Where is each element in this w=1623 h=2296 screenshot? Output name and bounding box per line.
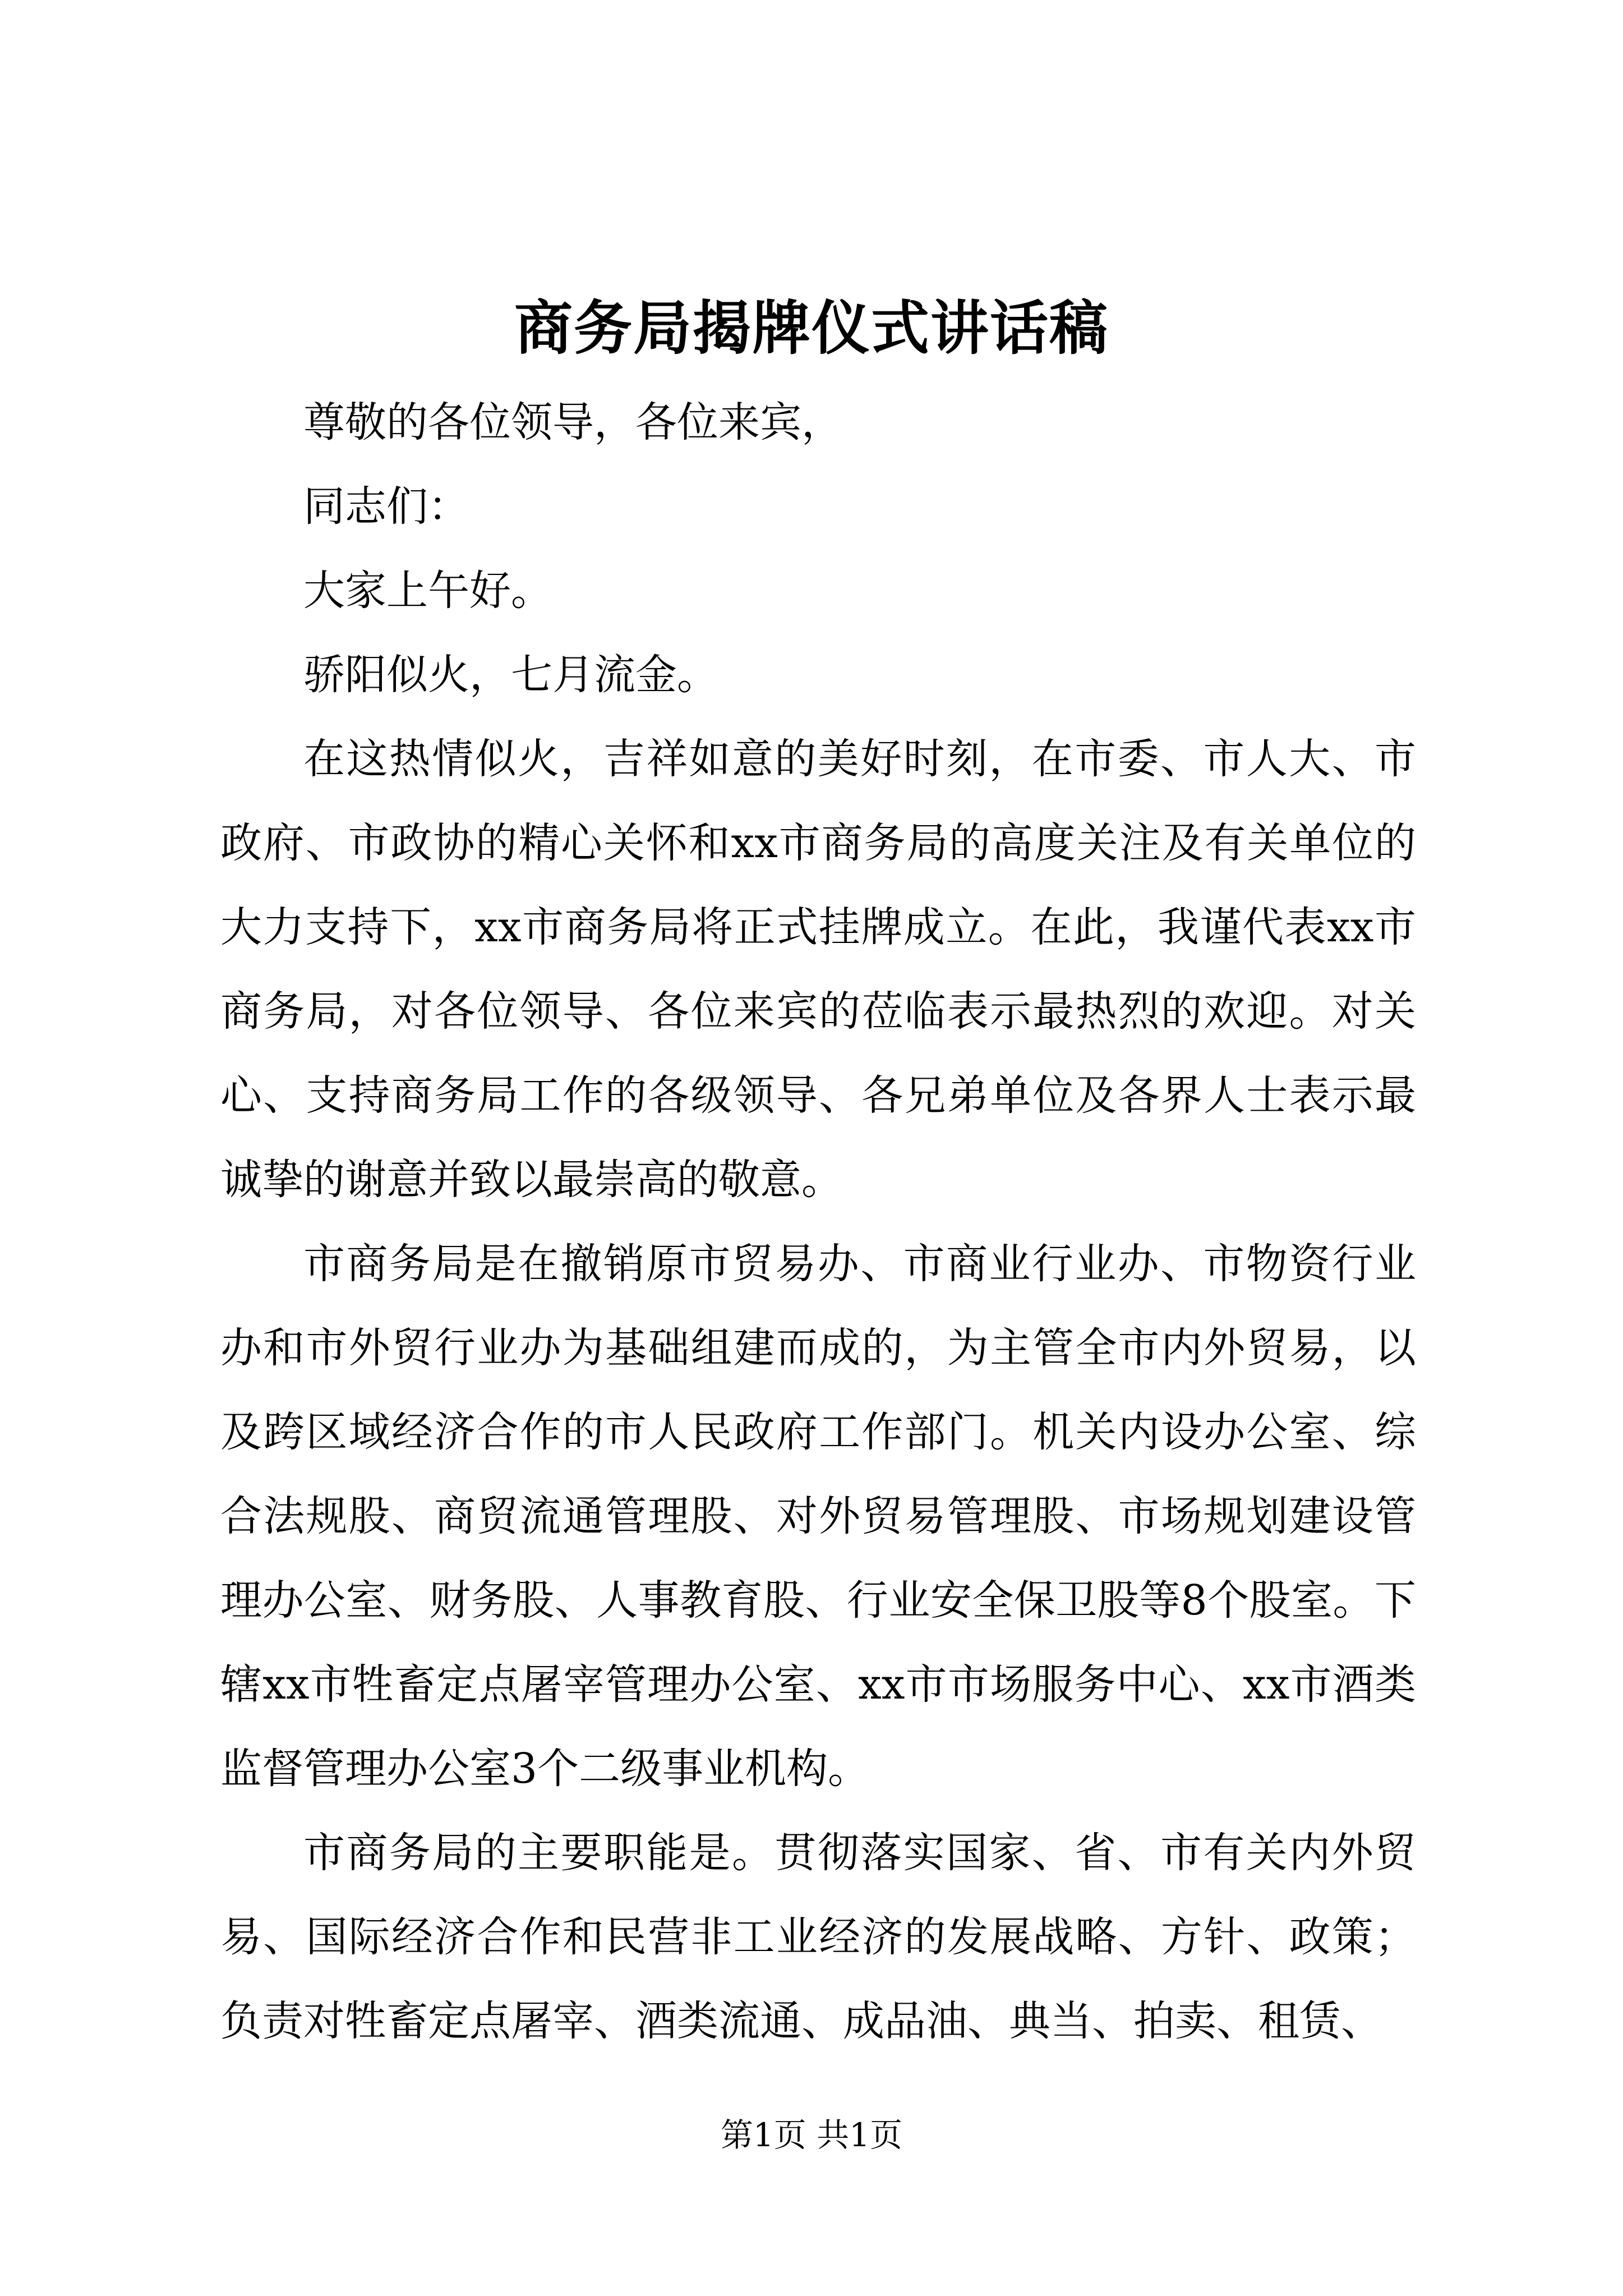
salutation-paragraph: 尊敬的各位领导，各位来宾， — [303, 398, 843, 447]
welcome-paragraph: 在这热情似火，吉祥如意的美好时刻，在市委、市人大、市政府、市政协的精心关怀和xx市商务局的高度关注及有关单位的大力支持下，xx市商务局将正式挂牌成立。在此，我谨代表xx市商务局，对各位领导、各位来宾的莅临表示最热烈的欢迎。对关心、支持商务局工作的各级领导、各兄弟单位及各界人士表示最诚挚的谢意并致以最崇高的敬意。 — [220, 735, 1416, 1204]
opening-line-paragraph: 骄阳似火，七月流金。 — [303, 651, 718, 699]
document-title: 商务局揭牌仪式讲话稿 — [514, 293, 1109, 362]
document-body — [220, 380, 1416, 2063]
bureau-structure-paragraph: 市商务局是在撤销原市贸易办、市商业行业办、市物资行业办和市外贸行业办为基础组建而成的，为主管全市内外贸易，以及跨区域经济合作的市人民政府工作部门。机关内设办公室、综合法规股、商贸流通管理股、对外贸易管理股、市场规划建设管理办公室、财务股、人事教育股、行业安全保卫股等8个股室。下辖xx市牲畜定点屠宰管理办公室、xx市市场服务中心、xx市酒类监督管理办公室3个二级事业机构。 — [220, 1240, 1416, 1793]
greeting-paragraph: 大家上午好。 — [303, 567, 552, 615]
bureau-functions-paragraph: 市商务局的主要职能是。贯彻落实国家、省、市有关内外贸易、国际经济合作和民营非工业经济的发展战略、方针、政策；负责对牲畜定点屠宰、酒类流通、成品油、典当、拍卖、租赁、 — [220, 1829, 1416, 2045]
comrades-paragraph: 同志们： — [303, 482, 469, 531]
page-footer: 第1页 共1页 — [720, 2116, 903, 2154]
